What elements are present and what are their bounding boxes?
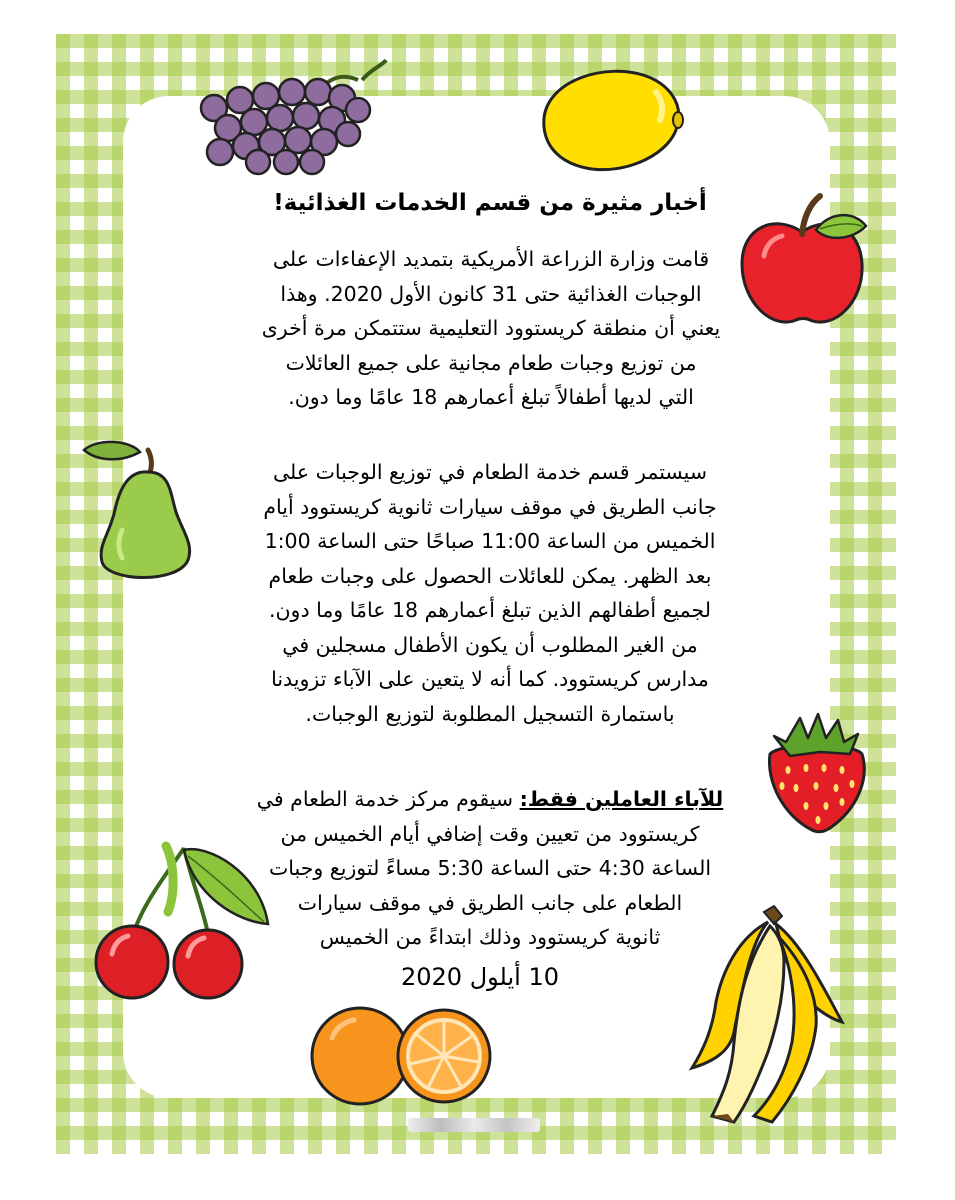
orange-icon (304, 1000, 504, 1110)
paragraph-line: الساعة 4:30 حتى الساعة 5:30 مساءً لتوزيع وجبات (268, 856, 712, 880)
paragraph-line: الطعام على جانب الطريق في موقف سيارات (297, 890, 683, 915)
paragraph-line: كريستوود من تعيين وقت إضافي أيام الخميس من (280, 821, 700, 846)
distribution-paragraph (214, 455, 766, 731)
paragraph-line: التي لديها أطفالاً تبلغ أعمارهم 18 عامًا وما دون. (288, 385, 694, 409)
paragraph-line (214, 782, 766, 817)
extension-paragraph (220, 242, 762, 415)
paragraph-line: قامت وزارة الزراعة الأمريكية بتمديد الإعفاءات على (272, 247, 710, 271)
paragraph-line: سيستمر قسم خدمة الطعام في توزيع الوجبات على (272, 460, 708, 484)
strawberry-icon (760, 712, 872, 834)
paragraph-line: الوجبات الغذائية حتى 31 كانون الأول 2020. وهذا (280, 281, 702, 306)
grapes-icon (190, 58, 390, 178)
paragraph-line: الخميس من الساعة 11:00 صباحًا حتى الساعة 1:00 (264, 529, 716, 553)
paragraph-line: بعد الظهر. يمكن للعائلات الحصول على وجبات طعام (268, 563, 712, 588)
paragraph-line: جانب الطريق في موقف سيارات ثانوية كريستوود أيام (263, 494, 717, 519)
paragraph-line: من الغير المطلوب أن يكون الأطفال مسجلين في (282, 632, 698, 657)
paragraph-line: مدارس كريستوود. كما أنه لا يتعين على الآباء تزويدنا (271, 667, 709, 691)
start-date: 10 أيلول 2020 (400, 963, 559, 991)
working-parents-paragraph (214, 782, 766, 955)
paragraph-line: يعني أن منطقة كريستوود التعليمية ستتمكن مرة أخرى (261, 316, 721, 340)
paragraph-line: من توزيع وجبات طعام مجانية على جميع العائلات (285, 350, 697, 375)
paragraph-line: باستمارة التسجيل المطلوبة لتوزيع الوجبات. (305, 701, 675, 726)
working-parents-heading: للآباء العاملين فقط: (519, 787, 724, 811)
paragraph-line: ثانوية كريستوود وذلك ابتداءً من الخميس (319, 925, 661, 949)
paragraph-line: لجميع أطفالهم الذين تبلغ أعمارهم 18 عامًا وما دون. (268, 598, 712, 622)
paragraph-text: سيقوم مركز خدمة الطعام في (256, 787, 520, 811)
pear-icon (78, 436, 198, 584)
blurred-footer (408, 1118, 540, 1132)
lemon-icon (536, 62, 684, 180)
flyer-title: أخبار مثيرة من قسم الخدمات الغذائية! (273, 190, 707, 216)
